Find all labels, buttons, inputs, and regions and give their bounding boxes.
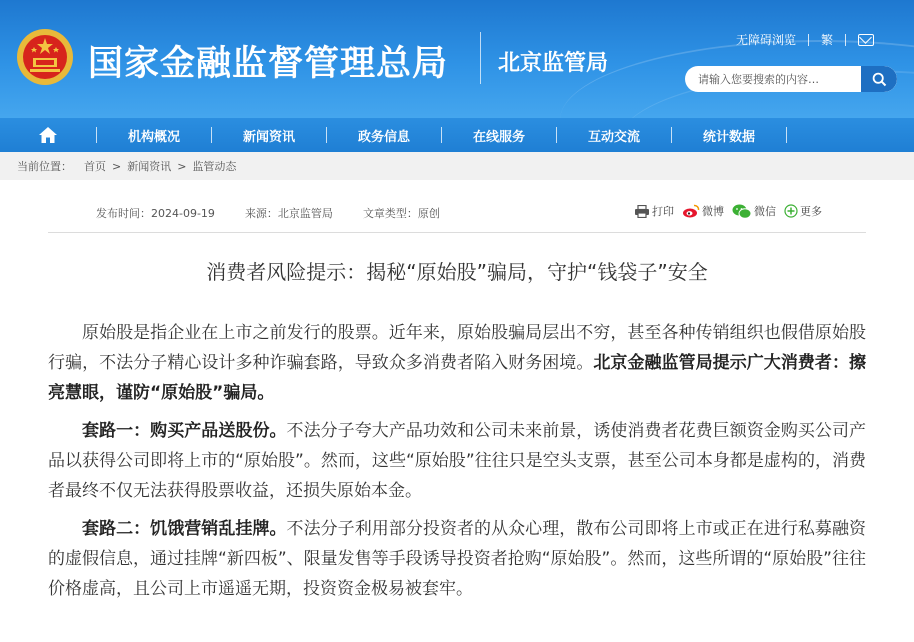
weibo-icon	[682, 204, 700, 218]
meta-divider	[48, 232, 866, 233]
printer-icon	[634, 205, 650, 218]
breadcrumb-sep: >	[112, 159, 122, 173]
nav-item-interaction[interactable]: 互动交流	[587, 129, 640, 145]
article-title: 消费者风险提示：揭秘“原始股”骗局，守护“钱袋子”安全	[206, 260, 708, 284]
mail-icon[interactable]	[858, 34, 874, 46]
traditional-chinese-link[interactable]: 繁	[820, 33, 833, 47]
breadcrumb-news[interactable]: 新闻资讯	[127, 160, 172, 173]
print-button[interactable]	[634, 203, 674, 219]
nav-item-institution[interactable]: 机构概况	[127, 129, 180, 145]
paragraph-trick-two	[48, 514, 866, 604]
accessible-browse-link[interactable]: 无障碍浏览	[735, 33, 796, 47]
link-separator	[845, 34, 846, 46]
sub-site-title[interactable]: 北京监管局	[498, 51, 609, 76]
share-bar	[634, 203, 830, 219]
weibo-share-button[interactable]	[682, 203, 724, 219]
trick-one-text: 不法分子夸大产品功效和公司未来前景，诱使消费者花费巨额资金购买公司产品以获得公司即将上市的“原始股”。然而，这些“原始股”往往只是空头支票，甚至公司本身都是虚构的，消费者最终不仅无法获得股票收益，还损失原始本金。	[48, 421, 867, 501]
top-links	[736, 31, 874, 48]
nav-item-online-service[interactable]: 在线服务	[472, 129, 525, 145]
trick-two-text: 不法分子利用部分投资者的从众心理，散布公司即将上市或正在进行私募融资的虚假信息，通过挂牌“新四板”、限量发售等手段诱导投资者抢购“原始股”。然而，这些所谓的“原始股”往往价格虚高，且公司上市遥遥无期，投资资金极易被套牢。	[48, 519, 867, 599]
search-box	[685, 66, 897, 92]
title-divider	[480, 32, 481, 84]
search-input[interactable]	[685, 67, 861, 91]
nav-item-news[interactable]: 新闻资讯	[242, 129, 295, 145]
nav-home[interactable]	[0, 118, 96, 152]
link-separator	[808, 34, 809, 46]
trick-two-heading: 套路二：饥饿营销乱挂牌。	[82, 519, 287, 539]
more-share-button[interactable]	[784, 203, 822, 219]
weibo-label: 微博	[702, 205, 724, 218]
nav-item-gov-info[interactable]: 政务信息	[357, 129, 410, 145]
site-title[interactable]: 国家金融监督管理总局	[88, 44, 449, 84]
more-label: 更多	[800, 205, 822, 218]
search-button[interactable]	[861, 66, 897, 92]
home-icon	[38, 126, 58, 144]
site-header	[0, 0, 914, 118]
print-label: 打印	[652, 205, 674, 218]
publish-date: 发布时间：2024-09-19	[96, 207, 215, 220]
article-body	[48, 318, 866, 612]
breadcrumb-sep: >	[177, 159, 187, 173]
trick-one-heading: 套路一：购买产品送股份。	[82, 421, 287, 441]
plus-icon	[784, 204, 798, 218]
article-type: 文章类型：原创	[362, 207, 440, 220]
breadcrumb-current[interactable]: 监管动态	[192, 160, 237, 173]
breadcrumb-label: 当前位置：	[17, 160, 72, 173]
wechat-icon	[732, 204, 752, 219]
article-meta	[96, 205, 448, 221]
breadcrumb-home[interactable]: 首页	[84, 160, 106, 173]
nav-item-statistics[interactable]: 统计数据	[702, 129, 755, 145]
article-source: 来源：北京监管局	[244, 207, 333, 220]
paragraph-intro	[48, 318, 866, 408]
intro-text: 原始股是指企业在上市之前发行的股票。近年来，原始股骗局层出不穷，甚至各种传销组织也假借原始股行骗，不法分子精心设计多种诈骗套路，导致众多消费者陷入财务困境。	[48, 323, 866, 373]
paragraph-trick-one	[48, 416, 866, 506]
search-icon	[872, 72, 887, 87]
wechat-share-button[interactable]	[732, 203, 776, 219]
national-emblem-icon[interactable]	[16, 28, 74, 86]
nav-separator	[786, 127, 787, 143]
breadcrumb	[0, 152, 914, 180]
main-nav	[0, 118, 914, 152]
intro-warning: 北京金融监管局提示广大消费者：擦亮慧眼，谨防“原始股”骗局。	[48, 353, 867, 403]
wechat-label: 微信	[754, 205, 776, 218]
